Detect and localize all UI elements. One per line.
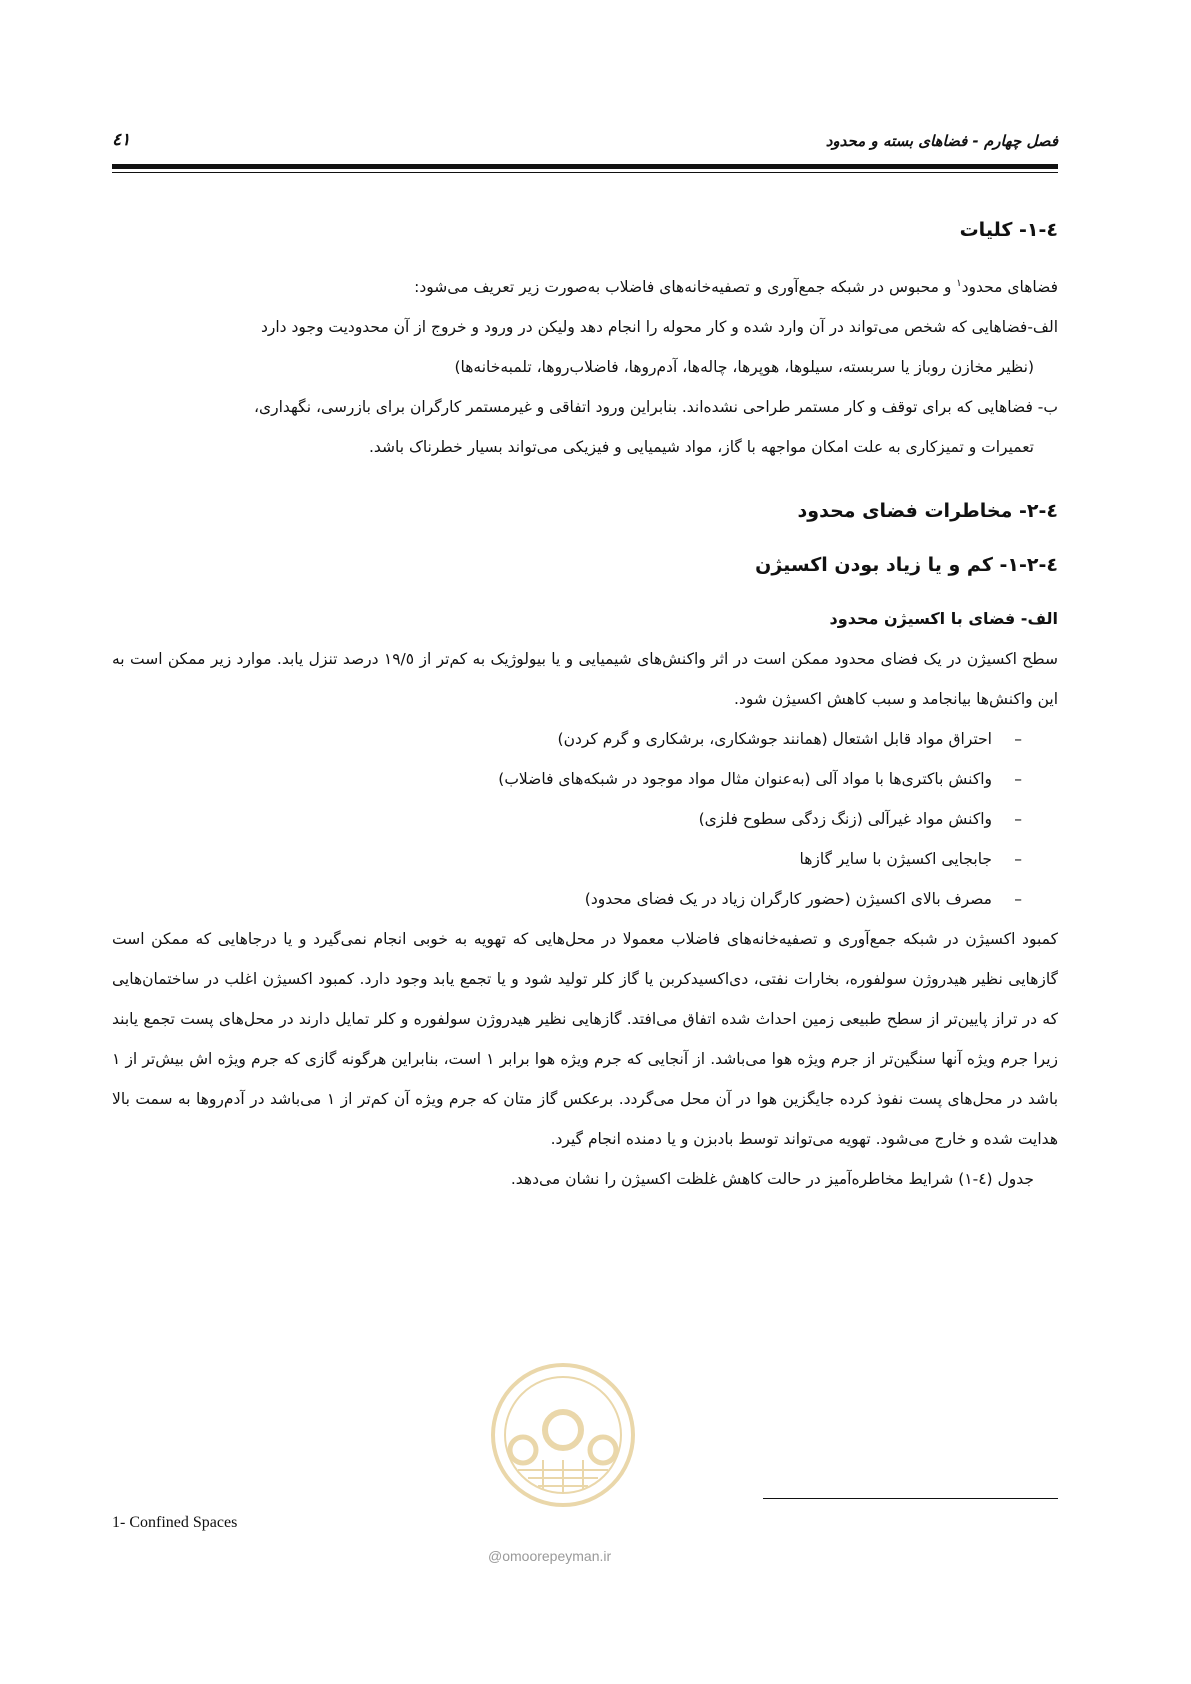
list-item: –واکنش مواد غیرآلی (زنگ زدگی سطوح فلزی): [698, 810, 1022, 829]
page-number: ٤١: [112, 130, 131, 150]
item-a-line1: الف-فضاهایی که شخص می‌تواند در آن وارد شده و کار محوله را انجام دهد ولیکن در ورود و خروج از آن محدودیت وجود دارد: [260, 318, 1058, 337]
footnote-rule: [763, 1498, 1058, 1499]
intro-paragraph: [112, 264, 1058, 307]
list-item: –جابجایی اکسیژن با سایر گازها: [799, 850, 1022, 869]
intro-text-start: فضاهای محدود: [961, 278, 1058, 297]
footnote-ref: ١: [956, 278, 962, 289]
watermark-seal-icon: [488, 1360, 638, 1510]
oxygen-paragraph-2: کمبود اکسیژن در شبکه جمع‌آوری و تصفیه‌خانه‌های فاضلاب معمولا در محل‌هایی که تهویه به خوبی انجام نمی‌گیرد و یا درجاهایی که ممکن است گازهایی نظیر هیدروژن سولفوره، بخارات نفتی، دی‌اکسیدکربن یا گاز کلر تولید شود و یا تجمع یابد وجود دارد. کمبود اکسیژن اغلب در ساختمان‌هایی که در تراز پایین‌تر از سطح طبیعی زمین احداث شده اتفاق می‌افتد. گازهایی نظیر هیدروژن سولفوره و کلر تمایل دارند در محل‌های پست تجمع یابند زیرا جرم ویژه آنها سنگین‌تر از جرم ویژه هوا می‌باشد. از آنجایی که جرم ویژه هوا برابر ١ است، بنابراین هرگونه گازی که جرم ویژه اش بیش‌تر از ١ باشد در محل‌های پست نفوذ کرده جایگزین هوا در آن محل می‌گردد. برعکس گاز متان که جرم ویژه آن کم‌تر از ١ می‌باشد در آدم‌روها به سمت بالا هدایت شده و خارج می‌شود. تهویه می‌تواند توسط بادبزن و یا دمنده انجام گیرد.: [112, 930, 1059, 1149]
oxygen-paragraph-1: سطح اکسیژن در یک فضای محدود ممکن است در اثر واکنش‌های شیمیایی و یا بیولوژیک به کم‌تر از ١٩/٥ درصد تنزل یابد. موارد زیر ممکن است به این واکنش‌ها بیانجامد و سبب کاهش اکسیژن شود.: [112, 650, 1059, 709]
list-item: –مصرف بالای اکسیژن (حضور کارگران زیاد در یک فضای محدود): [584, 890, 1022, 909]
oxygen-causes-list: [112, 719, 1058, 919]
footnote: 1- Confined Spaces: [112, 1514, 238, 1531]
header-rule-thick: [112, 164, 1058, 169]
header-rule-thin: [112, 172, 1058, 173]
section-heading-general: ٤-١- کلیات: [959, 219, 1058, 241]
item-a-line2: (نظیر مخازن روباز یا سربسته، سیلوها، هوپرها، چاله‌ها، آدم‌روها، فاضلاب‌روها، تلمبه‌خانه‌ها): [454, 358, 1034, 377]
list-item: –واکنش باکتری‌ها با مواد آلی (به‌عنوان مثال مواد موجود در شبکه‌های فاضلاب): [498, 770, 1022, 789]
page-header: [112, 128, 1058, 160]
item-b-line1: ب- فضاهایی که برای توقف و کار مستمر طراحی نشده‌اند. بنابراین ورود اتفاقی و غیرمستمر کارگران برای بازرسی، نگهداری،: [253, 398, 1058, 417]
table-reference-paragraph: جدول (٤-١) شرایط مخاطره‌آمیز در حالت کاهش غلظت اکسیژن را نشان می‌دهد.: [510, 1170, 1034, 1189]
intro-text-end: و محبوس در شبکه جمع‌آوری و تصفیه‌خانه‌های فاضلاب به‌صورت زیر تعریف می‌شود:: [414, 278, 957, 297]
watermark-text: @omoorepeyman.ir: [488, 1548, 612, 1564]
subsub-heading-limited-oxygen: الف- فضای با اکسیژن محدود: [829, 609, 1058, 629]
chapter-title: فصل چهارم - فضاهای بسته و محدود: [825, 132, 1058, 150]
list-item: –احتراق مواد قابل اشتعال (همانند جوشکاری، برشکاری و گرم کردن): [557, 730, 1022, 749]
item-b-line2: تعمیرات و تمیزکاری به علت امکان مواجهه با گاز، مواد شیمیایی و فیزیکی می‌تواند بسیار خطرناک باشد.: [368, 438, 1034, 457]
subsection-heading-oxygen: ٤-٢-١- کم و یا زیاد بودن اکسیژن: [755, 554, 1058, 577]
section-heading-hazards: ٤-٢- مخاطرات فضای محدود: [797, 500, 1058, 523]
main-content: [112, 210, 1058, 1199]
